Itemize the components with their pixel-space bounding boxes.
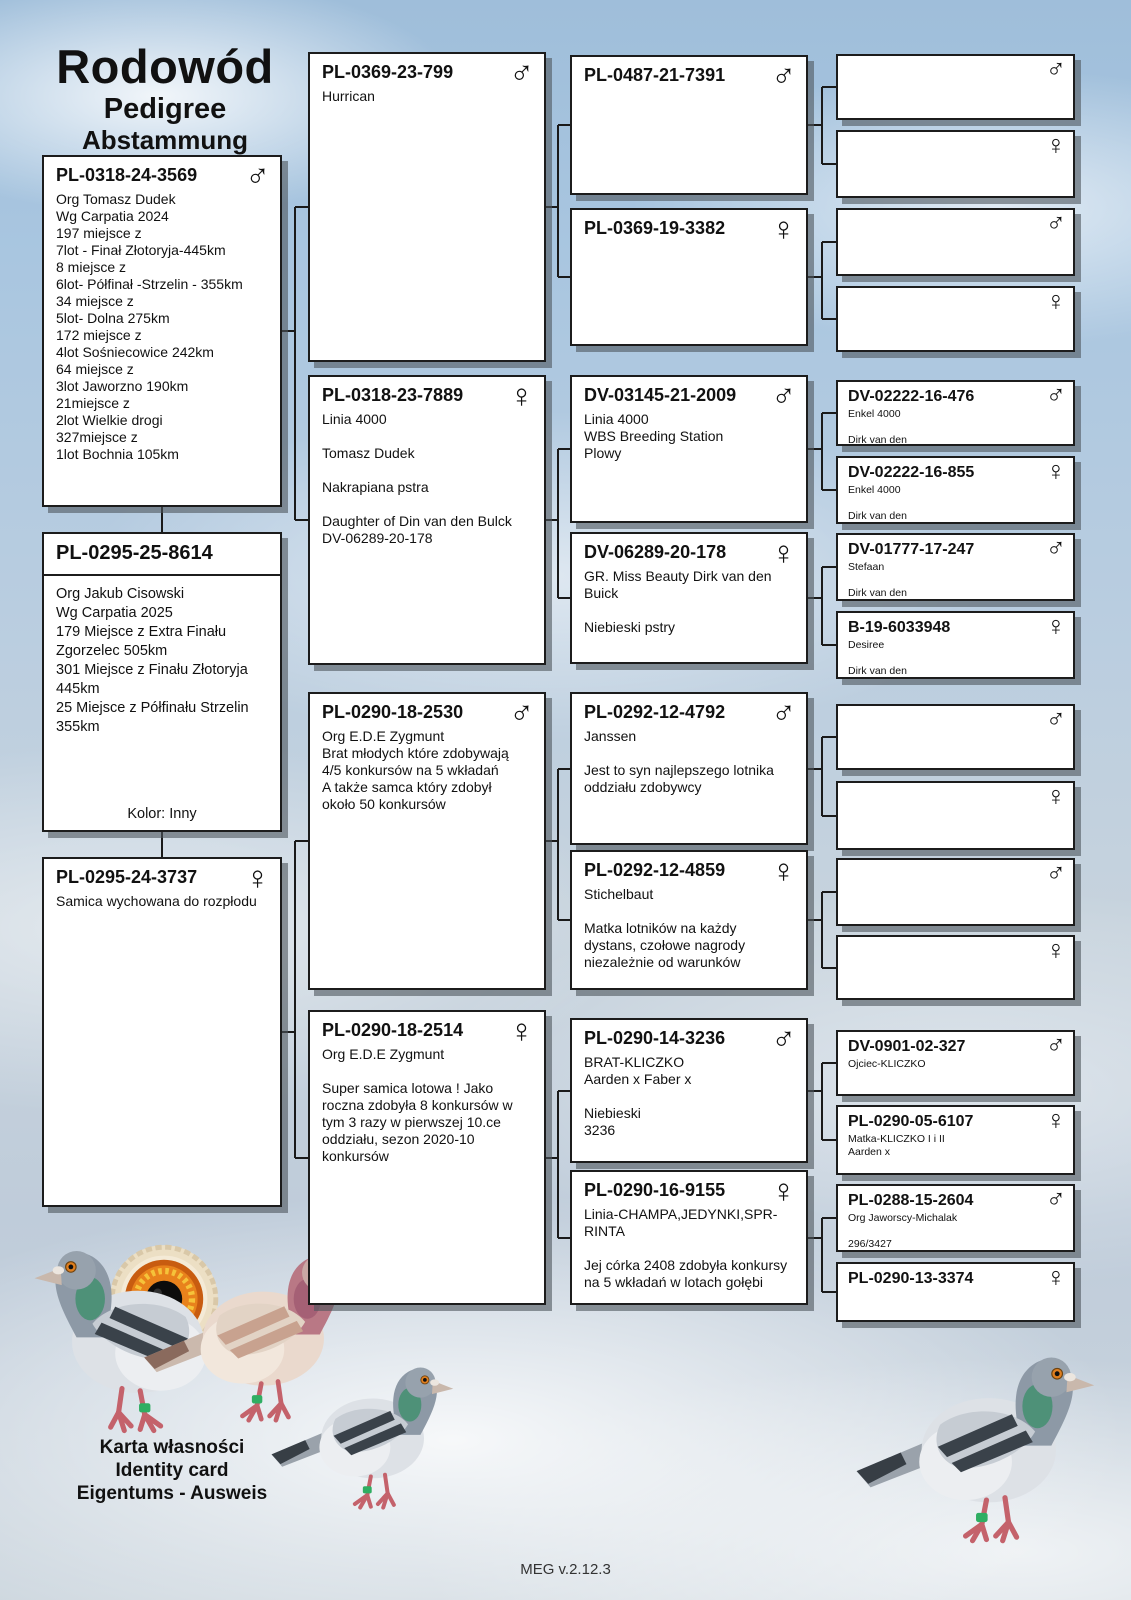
title-english: Pedigree: [103, 92, 227, 125]
box-text-line: [584, 1240, 794, 1257]
box-text-line: [848, 1225, 1063, 1238]
box-text-line: 4lot Sośniecowice 242km: [56, 344, 214, 360]
male-sex-icon: ♂: [509, 54, 534, 91]
box-text-line: Hurrican: [322, 88, 375, 104]
box-text-line: oddziału zdobywcy: [584, 779, 702, 795]
connector-line: [558, 276, 570, 278]
box-text-line: Stichelbaut: [584, 886, 654, 902]
pedigree-box-empty: [836, 130, 1075, 198]
pedigree-box-empty: [836, 286, 1075, 352]
box-text-line: [848, 652, 1063, 665]
connector-line: [822, 412, 836, 414]
ring-number: PL-0290-18-2530: [322, 702, 464, 722]
box-text: [838, 944, 1073, 946]
ring-number: PL-0318-24-3569: [56, 165, 198, 185]
box-text-line: [322, 496, 532, 513]
male-sex-icon: ♂: [1045, 54, 1066, 84]
connector-line: [557, 769, 559, 920]
male-sex-icon: ♂: [771, 694, 796, 731]
box-text: [838, 1289, 1073, 1291]
box-text-line: Matka lotników na każdy: [584, 920, 737, 936]
box-text-line: 301 Miejsce z Finału Złotoryja: [56, 662, 248, 678]
male-sex-icon: ♂: [1045, 208, 1066, 238]
pedigree-box-PL-0290-14-3236: [570, 1018, 808, 1163]
pedigree-box-PL-0292-12-4792: [570, 692, 808, 845]
document-title: [34, 42, 296, 156]
pedigree-box-PL-0369-19-3382: [570, 208, 808, 346]
box-text-line: 7lot - Finał Złotoryja-445km: [56, 242, 226, 258]
title-polish: Rodowód: [56, 40, 274, 93]
box-text: [310, 725, 544, 817]
identity-line-en: Identity card: [115, 1460, 229, 1482]
female-sex-icon: ♀: [1045, 935, 1066, 965]
pedigree-box-empty: [836, 208, 1075, 276]
connector-line: [822, 241, 836, 243]
box-text-line: Brat młodych które zdobywają: [322, 745, 509, 761]
box-text-line: 8 miejsce z: [56, 259, 127, 275]
box-text-line: 2lot Wielkie drogi: [56, 412, 163, 428]
box-text-line: Tomasz Dudek: [322, 445, 415, 461]
connector-line: [808, 597, 822, 599]
male-sex-icon: ♂: [771, 377, 796, 414]
pedigree-box-PL-0290-05-6107: [836, 1105, 1075, 1175]
ring-number: PL-0290-18-2514: [322, 1020, 464, 1040]
pedigree-box-empty: [836, 935, 1075, 1000]
pedigree-box-DV-02222-16-476: [836, 380, 1075, 446]
connector-line: [557, 449, 559, 598]
ring-number: [838, 210, 1073, 217]
box-text-line: GR. Miss Beauty Dirk van den: [584, 568, 772, 584]
box-text: [838, 483, 1073, 524]
connector-line: [558, 919, 570, 921]
ring-number: PL-0318-23-7889: [322, 385, 464, 405]
box-text-line: [848, 497, 1063, 510]
connector-line: [822, 318, 836, 320]
box-text: [838, 713, 1073, 715]
female-sex-icon: ♀: [771, 534, 796, 571]
connector-line: [822, 891, 836, 893]
female-sex-icon: ♀: [1045, 286, 1066, 316]
box-text-line: 5lot- Dolna 275km: [56, 310, 170, 326]
box-text-line: 64 miejsce z: [56, 361, 134, 377]
box-text-line: [584, 602, 794, 619]
ring-number: PL-0295-25-8614: [44, 534, 280, 576]
box-text-line: Wg Carpatia 2025: [56, 605, 173, 621]
pedigree-box-DV-0901-02-327: [836, 1030, 1075, 1096]
box-text-line: Org E.D.E Zygmunt: [322, 1046, 445, 1062]
female-sex-icon: ♀: [1045, 456, 1066, 486]
identity-line-de: Eigentums - Ausweis: [76, 1483, 268, 1505]
connector-line: [821, 413, 823, 490]
box-text-line: Linia-CHAMPA,JEDYNKI,SPR-: [584, 1206, 778, 1222]
box-text-line: niezależnie od warunków: [584, 954, 741, 970]
connector-line: [822, 1062, 836, 1064]
box-text-line: Linia 4000: [322, 411, 387, 427]
connector-line: [161, 832, 163, 857]
pedigree-box-PL-0290-16-9155: [570, 1170, 808, 1305]
connector-line: [558, 768, 570, 770]
female-sex-icon: ♀: [771, 210, 796, 247]
box-text-line: 3236: [584, 1122, 616, 1138]
box-text-line: RINTA: [584, 1223, 625, 1239]
pedigree-box-PL-0295-24-3737: [42, 857, 282, 1207]
box-text-line: na 5 wkładań w lotach gołębi: [584, 1274, 764, 1290]
ring-number: [838, 783, 1073, 790]
box-text-line: Linia 4000: [584, 411, 649, 427]
male-sex-icon: ♂: [1045, 858, 1066, 888]
connector-line: [822, 1139, 836, 1141]
male-sex-icon: ♂: [1045, 1184, 1066, 1214]
box-text-line: 1lot Bochnia 105km: [56, 446, 179, 462]
ring-number: B-19-6033948: [848, 619, 951, 636]
box-text-line: 3lot Jaworzno 190km: [56, 378, 189, 394]
connector-line: [558, 448, 570, 450]
ring-number: PL-0292-12-4859: [584, 860, 726, 880]
box-text-line: Niebieski: [584, 1105, 641, 1121]
box-text-line: Nakrapiana pstra: [322, 479, 429, 495]
box-text-line: 6lot- Półfinał -Strzelin - 355km: [56, 276, 243, 292]
box-text: [572, 1203, 806, 1295]
box-text-line: Aarden x Faber x: [584, 1071, 692, 1087]
ring-number: PL-0290-13-3374: [848, 1270, 974, 1287]
box-text-line: Plowy: [584, 445, 622, 461]
ring-number: PL-0288-15-2604: [848, 1192, 974, 1209]
box-text-line: Dirk van den: [848, 587, 907, 599]
title-german: Abstammung: [81, 125, 249, 156]
male-sex-icon: ♂: [1045, 704, 1066, 734]
ring-number: DV-03145-21-2009: [584, 385, 737, 405]
connector-line: [821, 737, 823, 816]
pedigree-box-DV-06289-20-178: [570, 532, 808, 664]
connector-line: [558, 1090, 570, 1092]
box-text: [572, 565, 806, 640]
pedigree-box-PL-0318-24-3569: [42, 155, 282, 507]
box-text: [838, 1057, 1073, 1072]
box-text-line: Stefaan: [848, 561, 885, 573]
box-text: [838, 217, 1073, 219]
box-text-line: 445km: [56, 681, 100, 697]
box-text-line: Super samica lotowa ! Jako: [322, 1080, 494, 1096]
male-sex-icon: ♂: [771, 57, 796, 94]
female-sex-icon: ♀: [1045, 1262, 1066, 1292]
box-text-line: 179 Miejsce z Extra Finału: [56, 624, 227, 640]
identity-card-caption: [26, 1436, 318, 1506]
pedigree-box-DV-01777-17-247: [836, 533, 1075, 601]
connector-line: [822, 1291, 836, 1293]
male-sex-icon: ♂: [245, 157, 270, 194]
connector-line: [821, 1218, 823, 1292]
ring-number: [838, 288, 1073, 295]
male-sex-icon: ♂: [1045, 380, 1066, 410]
box-text: [838, 638, 1073, 679]
ring-number: PL-0369-23-799: [322, 62, 454, 82]
box-text-line: Enkel 4000: [848, 484, 901, 496]
box-text-line: 25 Miejsce z Półfinału Strzelin: [56, 700, 249, 716]
box-text-line: Ojciec-KLICZKO: [848, 1058, 926, 1070]
connector-line: [821, 567, 823, 645]
box-text: [44, 576, 280, 741]
pedigree-box-PL-0288-15-2604: [836, 1184, 1075, 1252]
box-text-line: 355km: [56, 719, 100, 735]
female-sex-icon: ♀: [509, 1012, 534, 1049]
connector-line: [822, 967, 836, 969]
pedigree-box-empty: [836, 781, 1075, 850]
box-text: [838, 867, 1073, 869]
connector-line: [294, 841, 296, 1158]
box-text-line: [848, 421, 1063, 434]
ring-number: [838, 56, 1073, 63]
ring-number: [838, 706, 1073, 713]
box-text-line: oddziału, sezon 2020-10: [322, 1131, 475, 1147]
ring-number: DV-0901-02-327: [848, 1038, 966, 1055]
box-text-line: [322, 462, 532, 479]
connector-line: [294, 207, 296, 520]
box-text-line: Jej córka 2408 zdobyła konkursy: [584, 1257, 788, 1273]
ring-number: DV-02222-16-855: [848, 464, 975, 481]
box-text: [572, 408, 806, 466]
box-text-line: Org Jaworscy-Michalak: [848, 1212, 958, 1224]
box-text-line: [322, 428, 532, 445]
ring-number: PL-0369-19-3382: [584, 218, 726, 238]
box-text-line: Org E.D.E Zygmunt: [322, 728, 445, 744]
male-sex-icon: ♂: [509, 694, 534, 731]
connector-line: [558, 124, 570, 126]
female-sex-icon: ♀: [771, 852, 796, 889]
pedigree-box-PL-0290-18-2514: [308, 1010, 546, 1305]
box-text-line: Enkel 4000: [848, 408, 901, 420]
box-text: [838, 63, 1073, 65]
box-text-line: Org Jakub Cisowski: [56, 586, 185, 602]
connector-line: [295, 840, 308, 842]
box-text-line: Dirk van den: [848, 510, 907, 522]
male-sex-icon: ♂: [1045, 533, 1066, 563]
ring-number: DV-02222-16-476: [848, 388, 975, 405]
connector-line: [558, 1237, 570, 1239]
connector-line: [295, 1157, 308, 1159]
pedigree-box-PL-0369-23-799: [308, 52, 546, 362]
box-text: [838, 1211, 1073, 1252]
box-text-line: dystans, czołowe nagrody: [584, 937, 746, 953]
box-text-line: [848, 574, 1063, 587]
female-sex-icon: ♀: [1045, 781, 1066, 811]
male-sex-icon: ♂: [1045, 1030, 1066, 1060]
box-text-line: około 50 konkursów: [322, 796, 446, 812]
software-version-label: MEG v.2.12.3: [520, 1561, 611, 1578]
box-text-line: Janssen: [584, 728, 637, 744]
connector-line: [822, 86, 836, 88]
box-text-line: 197 miejsce z: [56, 225, 142, 241]
box-text-line: [584, 1088, 794, 1105]
female-sex-icon: ♀: [771, 1172, 796, 1209]
pedigree-box-DV-03145-21-2009: [570, 375, 808, 523]
connector-line: [808, 1237, 822, 1239]
male-sex-icon: ♂: [771, 1020, 796, 1057]
box-text-line: Org Tomasz Dudek: [56, 191, 176, 207]
connector-line: [822, 566, 836, 568]
box-text-line: tym 3 razy w pierwszej 10.ce: [322, 1114, 501, 1130]
pedigree-box-PL-0487-21-7391: [570, 55, 808, 195]
ring-number: DV-01777-17-247: [848, 541, 975, 558]
connector-line: [822, 736, 836, 738]
ring-number: [838, 132, 1073, 139]
box-text: [838, 790, 1073, 792]
connector-line: [822, 163, 836, 165]
female-sex-icon: ♀: [1045, 611, 1066, 641]
box-text-line: A także samca który zdobył: [322, 779, 492, 795]
box-text-line: BRAT-KLICZKO: [584, 1054, 685, 1070]
box-text-line: 4/5 konkursów na 5 wkładań: [322, 762, 499, 778]
pedigree-box-PL-0318-23-7889: [308, 375, 546, 665]
connector-line: [295, 206, 308, 208]
female-sex-icon: ♀: [1045, 130, 1066, 160]
pedigree-box-PL-0295-25-8614: [42, 532, 282, 832]
connector-line: [558, 597, 570, 599]
box-text-line: Samica wychowana do rozpłodu: [56, 893, 257, 909]
ring-number: PL-0295-24-3737: [56, 867, 198, 887]
connector-line: [808, 768, 822, 770]
ring-number: [838, 937, 1073, 944]
box-text-line: Wg Carpatia 2024: [56, 208, 169, 224]
female-sex-icon: ♀: [245, 859, 270, 896]
female-sex-icon: ♀: [509, 377, 534, 414]
box-text: [838, 407, 1073, 448]
pedigree-box-PL-0290-18-2530: [308, 692, 546, 990]
pedigree-box-empty: [836, 858, 1075, 926]
box-text: [310, 1043, 544, 1169]
pedigree-box-DV-02222-16-855: [836, 456, 1075, 524]
connector-line: [822, 644, 836, 646]
pedigree-box-empty: [836, 704, 1075, 770]
ring-number: PL-0292-12-4792: [584, 702, 726, 722]
connector-line: [557, 125, 559, 277]
pedigree-box-B-19-6033948: [836, 611, 1075, 679]
box-text-line: Niebieski pstry: [584, 619, 676, 635]
box-text-line: [584, 903, 794, 920]
box-text: [572, 725, 806, 800]
box-text: [44, 188, 280, 467]
female-sex-icon: ♀: [1045, 1105, 1066, 1135]
box-text-line: Dirk van den: [848, 434, 907, 446]
ring-number: PL-0290-16-9155: [584, 1180, 726, 1200]
box-text: [572, 1051, 806, 1143]
box-text-line: DV-06289-20-178: [322, 530, 433, 546]
box-text-line: roczna zdobyła 8 konkursów w: [322, 1097, 513, 1113]
color-note: Kolor: Inny: [127, 806, 197, 822]
box-text-line: 21miejsce z: [56, 395, 130, 411]
identity-line-pl: Karta własności: [99, 1437, 245, 1458]
connector-line: [822, 489, 836, 491]
box-text-line: Desiree: [848, 639, 885, 651]
box-text-line: Daughter of Din van den Bulck: [322, 513, 512, 529]
ring-number: PL-0487-21-7391: [584, 65, 726, 85]
box-text: [838, 1132, 1073, 1160]
box-text-line: Aarden x: [848, 1146, 891, 1158]
box-text: [838, 139, 1073, 141]
connector-line: [557, 1091, 559, 1238]
box-text-line: Dirk van den: [848, 665, 907, 677]
connector-line: [822, 815, 836, 817]
connector-line: [808, 1090, 822, 1092]
box-text-line: [322, 1063, 532, 1080]
connector-line: [161, 507, 163, 532]
connector-line: [808, 448, 822, 450]
connector-line: [808, 919, 822, 921]
box-text-line: Buick: [584, 585, 619, 601]
box-text-line: 296/3427: [848, 1238, 892, 1250]
box-text-line: Matka-KLICZKO I i II: [848, 1133, 945, 1145]
ring-number: PL-0290-14-3236: [584, 1028, 726, 1048]
box-text: [572, 883, 806, 975]
box-text: [838, 560, 1073, 601]
connector-line: [808, 124, 822, 126]
box-text: [838, 295, 1073, 297]
connector-line: [822, 1217, 836, 1219]
pedigree-box-PL-0292-12-4859: [570, 850, 808, 990]
connector-line: [821, 87, 823, 164]
connector-line: [808, 276, 822, 278]
box-text-line: [584, 745, 794, 762]
box-text-line: Zgorzelec 505km: [56, 643, 168, 659]
pedigree-box-PL-0290-13-3374: [836, 1262, 1075, 1322]
ring-number: PL-0290-05-6107: [848, 1113, 974, 1130]
connector-line: [821, 892, 823, 968]
pigeon-photo-right-blue: [852, 1332, 1107, 1564]
connector-line: [821, 1063, 823, 1140]
box-text-line: 34 miejsce z: [56, 293, 134, 309]
box-text-line: 172 miejsce z: [56, 327, 142, 343]
box-text: [310, 408, 544, 551]
box-text-line: 327miejsce z: [56, 429, 138, 445]
ring-number: DV-06289-20-178: [584, 542, 727, 562]
connector-line: [295, 519, 308, 521]
connector-line: [821, 242, 823, 319]
box-text-line: WBS Breeding Station: [584, 428, 724, 444]
box-text-line: Jest to syn najlepszego lotnika: [584, 762, 774, 778]
pedigree-box-empty: [836, 54, 1075, 120]
ring-number: [838, 860, 1073, 867]
box-text-line: konkursów: [322, 1148, 389, 1164]
